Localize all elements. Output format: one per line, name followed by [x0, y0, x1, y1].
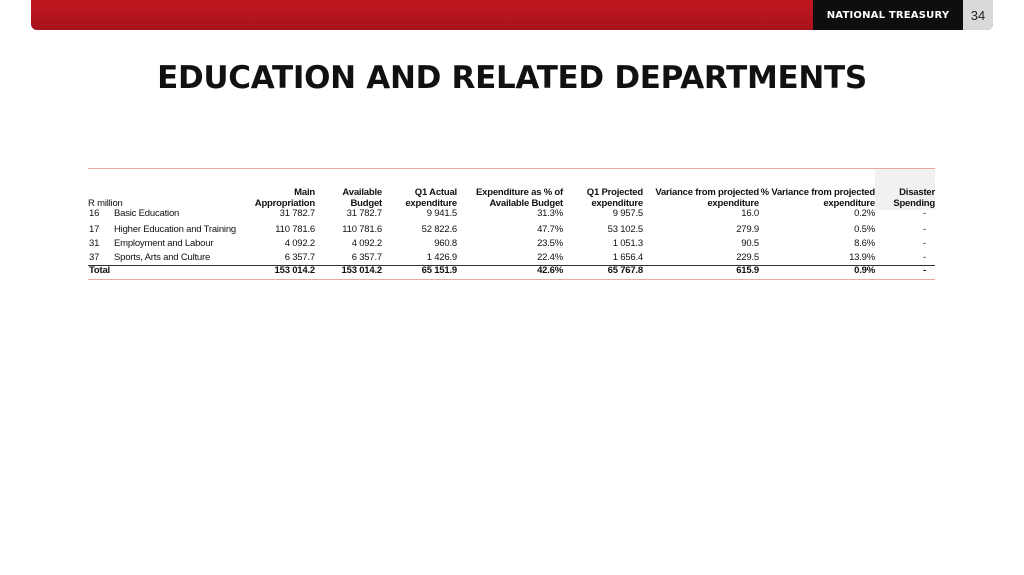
row-department: Sports, Arts and Culture	[114, 252, 211, 263]
row-department: Basic Education	[114, 208, 180, 219]
cell-pct-variance: 8.6%	[854, 238, 875, 249]
cell-projected: 53 102.5	[607, 224, 643, 235]
cell-pct: 31.3%	[537, 208, 563, 219]
total-main: 153 014.2	[274, 265, 315, 276]
total-variance: 615.9	[736, 265, 759, 276]
cell-available: 4 092.2	[351, 238, 382, 249]
cell-variance: 279.9	[736, 224, 759, 235]
col-header-pct-1: Expenditure as % of	[476, 187, 563, 198]
cell-main: 31 782.7	[279, 208, 315, 219]
cell-main: 4 092.2	[284, 238, 315, 249]
row-code: 17	[89, 224, 100, 235]
total-disaster: -	[923, 265, 926, 276]
col-header-actual-1: Q1 Actual	[414, 187, 457, 198]
col-header-pctvar-1: % Variance from projected	[760, 187, 875, 198]
col-header-disaster-1: Disaster	[899, 187, 935, 198]
col-header-disaster-2: Spending	[893, 198, 935, 209]
cell-actual: 960.8	[434, 238, 457, 249]
table-bottom-rule	[88, 279, 935, 280]
cell-actual: 1 426.9	[426, 252, 457, 263]
col-header-proj-1: Q1 Projected	[586, 187, 643, 198]
col-header-var-1: Variance from projected	[655, 187, 759, 198]
cell-disaster: -	[923, 252, 926, 263]
cell-available: 31 782.7	[346, 208, 382, 219]
total-pct: 42.6%	[537, 265, 563, 276]
col-header-actual-2: expenditure	[405, 198, 457, 209]
col-header-main-1: Main	[294, 187, 315, 198]
row-department: Higher Education and Training	[114, 224, 237, 235]
total-divider	[88, 265, 935, 266]
cell-pct: 47.7%	[537, 224, 563, 235]
row-department: Employment and Labour	[114, 238, 214, 249]
row-code: 31	[89, 238, 100, 249]
total-actual: 65 151.9	[421, 265, 457, 276]
cell-variance: 16.0	[741, 208, 759, 219]
col-header-pctvar-2: expenditure	[823, 198, 875, 209]
col-header-main-2: Appropriation	[254, 198, 315, 209]
row-code: 16	[89, 208, 100, 219]
cell-pct: 23.5%	[537, 238, 563, 249]
total-available: 153 014.2	[341, 265, 382, 276]
page-title: EDUCATION AND RELATED DEPARTMENTS	[157, 60, 867, 96]
total-projected: 65 767.8	[607, 265, 643, 276]
unit-label: R million	[88, 198, 123, 209]
row-code: 37	[89, 252, 100, 263]
org-label: NATIONAL TREASURY	[813, 0, 963, 30]
cell-pct: 22.4%	[537, 252, 563, 263]
cell-available: 6 357.7	[351, 252, 382, 263]
cell-projected: 1 656.4	[612, 252, 643, 263]
cell-actual: 9 941.5	[426, 208, 457, 219]
col-header-proj-2: expenditure	[591, 198, 643, 209]
cell-disaster: -	[923, 224, 926, 235]
cell-actual: 52 822.6	[421, 224, 457, 235]
col-header-var-2: expenditure	[707, 198, 759, 209]
cell-variance: 90.5	[741, 238, 759, 249]
cell-projected: 9 957.5	[612, 208, 643, 219]
total-label: Total	[89, 265, 110, 276]
cell-disaster: -	[923, 238, 926, 249]
cell-available: 110 781.6	[342, 224, 382, 235]
cell-main: 6 357.7	[284, 252, 315, 263]
cell-main: 110 781.6	[275, 224, 315, 235]
col-header-pct-2: Available Budget	[489, 198, 563, 209]
cell-pct-variance: 13.9%	[849, 252, 875, 263]
cell-pct-variance: 0.5%	[854, 224, 875, 235]
cell-pct-variance: 0.2%	[854, 208, 875, 219]
cell-variance: 229.5	[736, 252, 759, 263]
table-top-rule	[88, 168, 935, 169]
total-pct-variance: 0.9%	[854, 265, 875, 276]
cell-projected: 1 051.3	[612, 238, 643, 249]
col-header-avail-1: Available	[342, 187, 382, 198]
col-header-avail-2: Budget	[350, 198, 382, 209]
page-number: 34	[963, 0, 993, 30]
cell-disaster: -	[923, 208, 926, 219]
